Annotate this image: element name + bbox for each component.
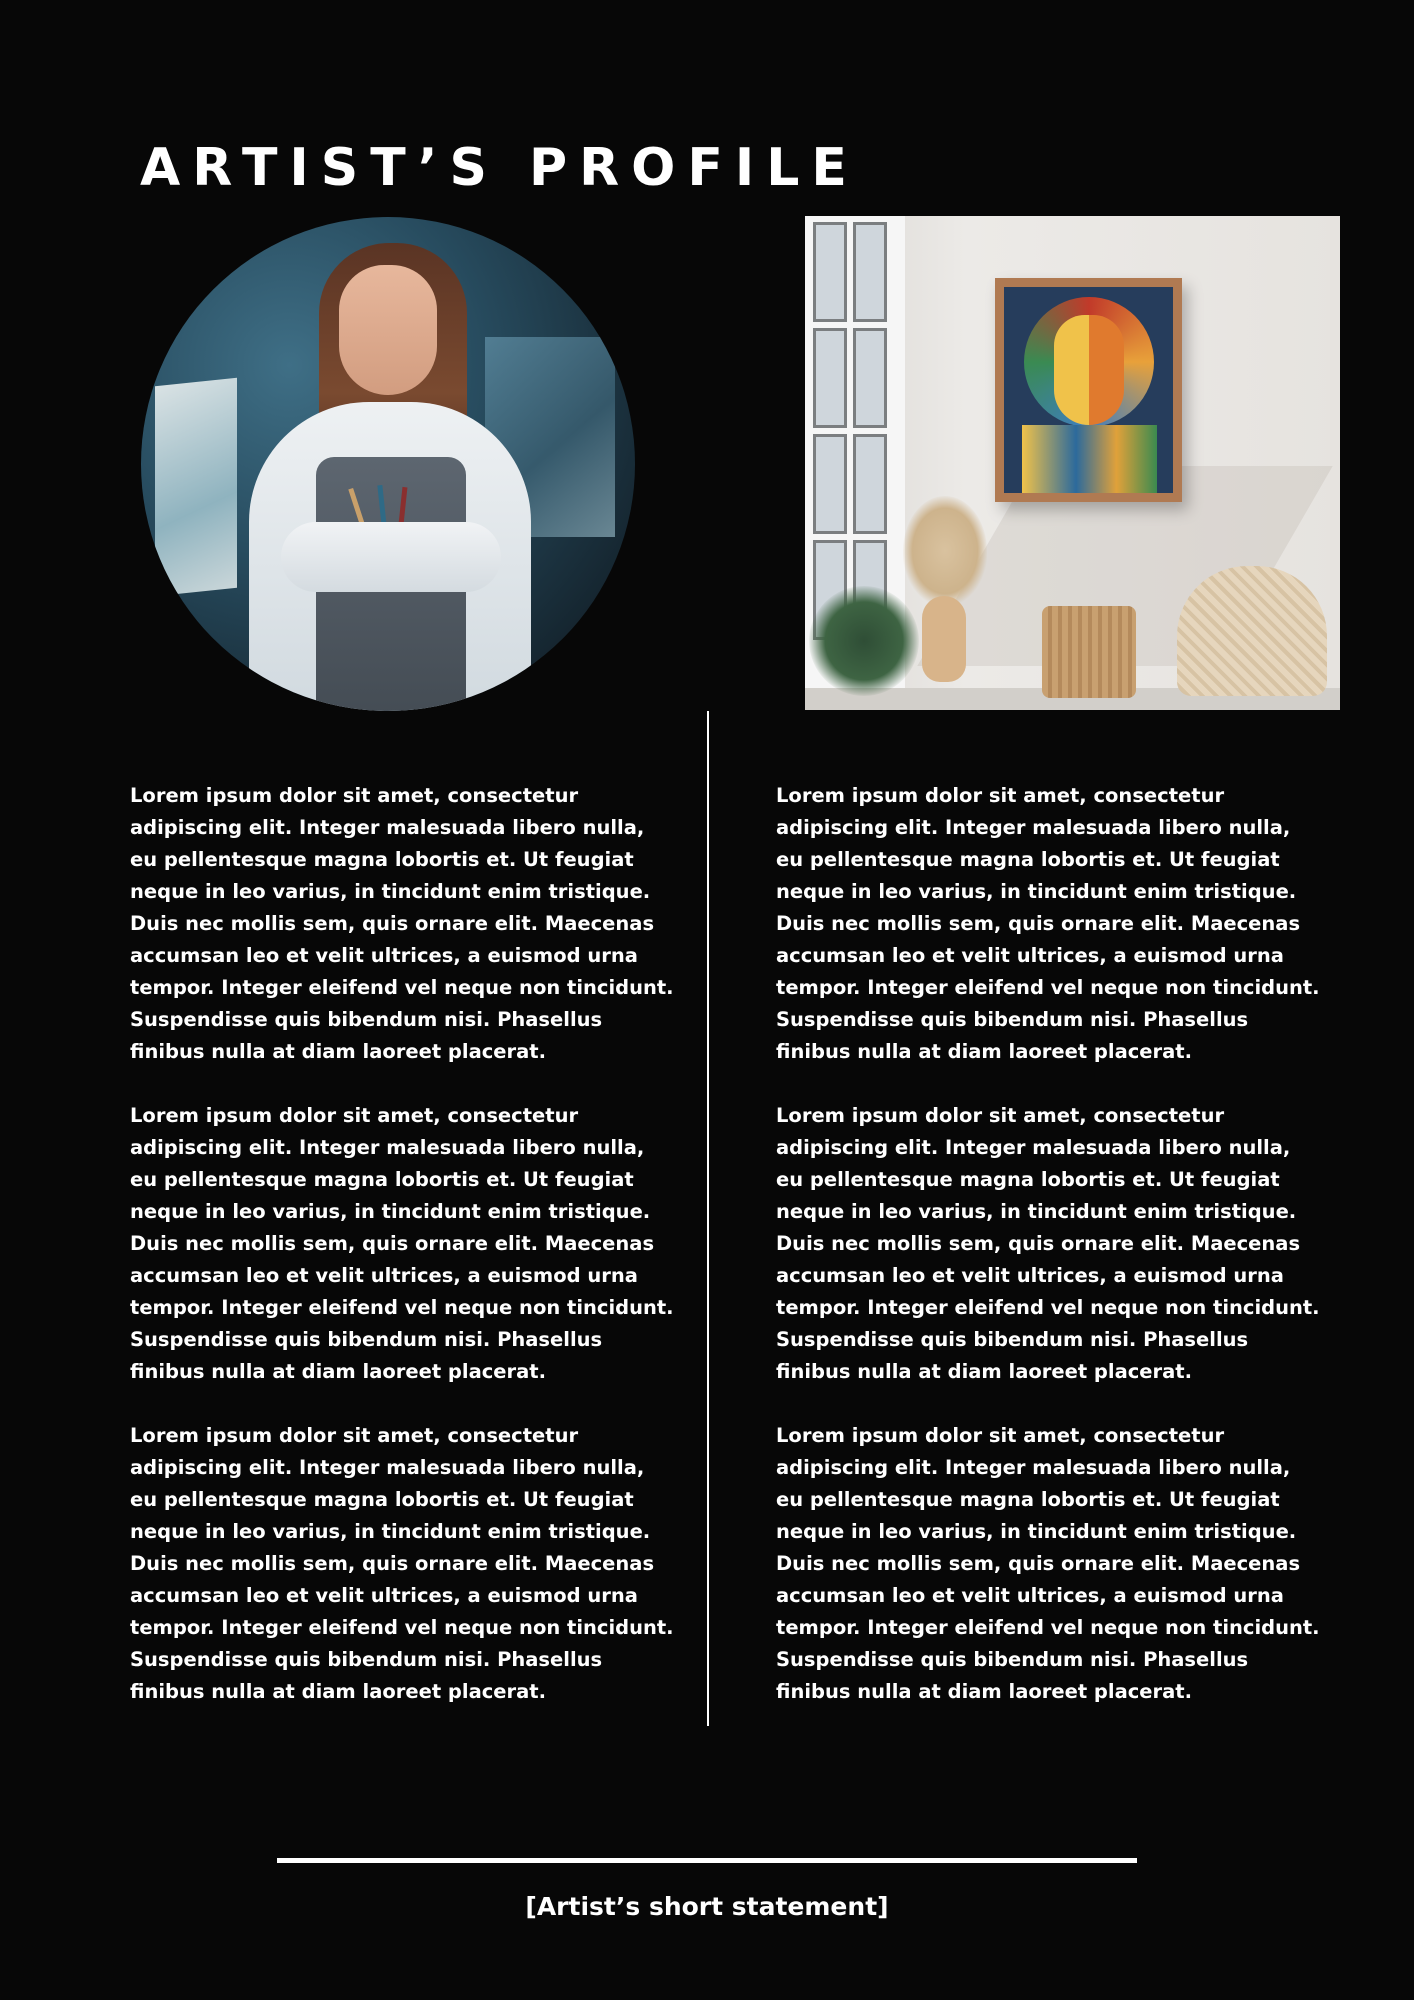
window-pane: [813, 328, 847, 428]
artwork-room-photo: [805, 216, 1340, 710]
column-divider: [707, 711, 709, 1726]
body-paragraph: Lorem ipsum dolor sit amet, consectetur adipiscing elit. Integer malesuada libero nulla, eu pellentesque magna lobortis et. Ut feugiat neque in leo varius, in tincidunt enim tristique. Duis nec mollis sem, quis ornare elit. Maecenas accumsan leo et velit ultrices, a euismod urna tempor. Integer eleifend vel neque non tincidunt. Suspendisse quis bibendum nisi. Phasellus finibus nulla at diam laoreet placerat.: [130, 784, 674, 1063]
vase-shape: [922, 596, 966, 682]
page-title: ARTIST’S PROFILE: [140, 138, 859, 198]
artist-statement: [Artist’s short statement]: [525, 1892, 889, 1921]
left-text-column: [130, 780, 675, 1740]
window-pane: [813, 222, 847, 322]
window-pane: [853, 434, 887, 534]
painting-canvas: [1004, 287, 1173, 493]
framed-painting: [995, 278, 1182, 502]
body-paragraph: Lorem ipsum dolor sit amet, consectetur adipiscing elit. Integer malesuada libero nulla, eu pellentesque magna lobortis et. Ut feugiat neque in leo varius, in tincidunt enim tristique. Duis nec mollis sem, quis ornare elit. Maecenas accumsan leo et velit ultrices, a euismod urna tempor. Integer eleifend vel neque non tincidunt. Suspendisse quis bibendum nisi. Phasellus finibus nulla at diam laoreet placerat.: [776, 1424, 1320, 1703]
plant-shape: [809, 586, 919, 696]
right-text-column: [776, 780, 1321, 1740]
body-paragraph: Lorem ipsum dolor sit amet, consectetur adipiscing elit. Integer malesuada libero nulla, eu pellentesque magna lobortis et. Ut feugiat neque in leo varius, in tincidunt enim tristique. Duis nec mollis sem, quis ornare elit. Maecenas accumsan leo et velit ultrices, a euismod urna tempor. Integer eleifend vel neque non tincidunt. Suspendisse quis bibendum nisi. Phasellus finibus nulla at diam laoreet placerat.: [776, 784, 1320, 1063]
body-paragraph: Lorem ipsum dolor sit amet, consectetur adipiscing elit. Integer malesuada libero nulla, eu pellentesque magna lobortis et. Ut feugiat neque in leo varius, in tincidunt enim tristique. Duis nec mollis sem, quis ornare elit. Maecenas accumsan leo et velit ultrices, a euismod urna tempor. Integer eleifend vel neque non tincidunt. Suspendisse quis bibendum nisi. Phasellus finibus nulla at diam laoreet placerat.: [130, 1104, 674, 1383]
pampas-grass-shape: [903, 496, 987, 606]
body-paragraph: Lorem ipsum dolor sit amet, consectetur adipiscing elit. Integer malesuada libero nulla, eu pellentesque magna lobortis et. Ut feugiat neque in leo varius, in tincidunt enim tristique. Duis nec mollis sem, quis ornare elit. Maecenas accumsan leo et velit ultrices, a euismod urna tempor. Integer eleifend vel neque non tincidunt. Suspendisse quis bibendum nisi. Phasellus finibus nulla at diam laoreet placerat.: [130, 1424, 674, 1703]
rattan-chair-shape: [1177, 566, 1327, 696]
window-pane: [853, 222, 887, 322]
crossed-arms-shape: [281, 522, 501, 592]
artist-portrait-photo: [141, 217, 635, 711]
window-pane: [853, 328, 887, 428]
window-pane: [813, 434, 847, 534]
footer-rule: [277, 1858, 1137, 1863]
painting-face-shape: [1054, 315, 1124, 425]
easel-canvas-shape: [155, 378, 237, 597]
painting-body-shape: [1022, 425, 1157, 493]
body-paragraph: Lorem ipsum dolor sit amet, consectetur adipiscing elit. Integer malesuada libero nulla, eu pellentesque magna lobortis et. Ut feugiat neque in leo varius, in tincidunt enim tristique. Duis nec mollis sem, quis ornare elit. Maecenas accumsan leo et velit ultrices, a euismod urna tempor. Integer eleifend vel neque non tincidunt. Suspendisse quis bibendum nisi. Phasellus finibus nulla at diam laoreet placerat.: [776, 1104, 1320, 1383]
rattan-stool-shape: [1042, 606, 1136, 698]
face-shape: [339, 265, 437, 395]
